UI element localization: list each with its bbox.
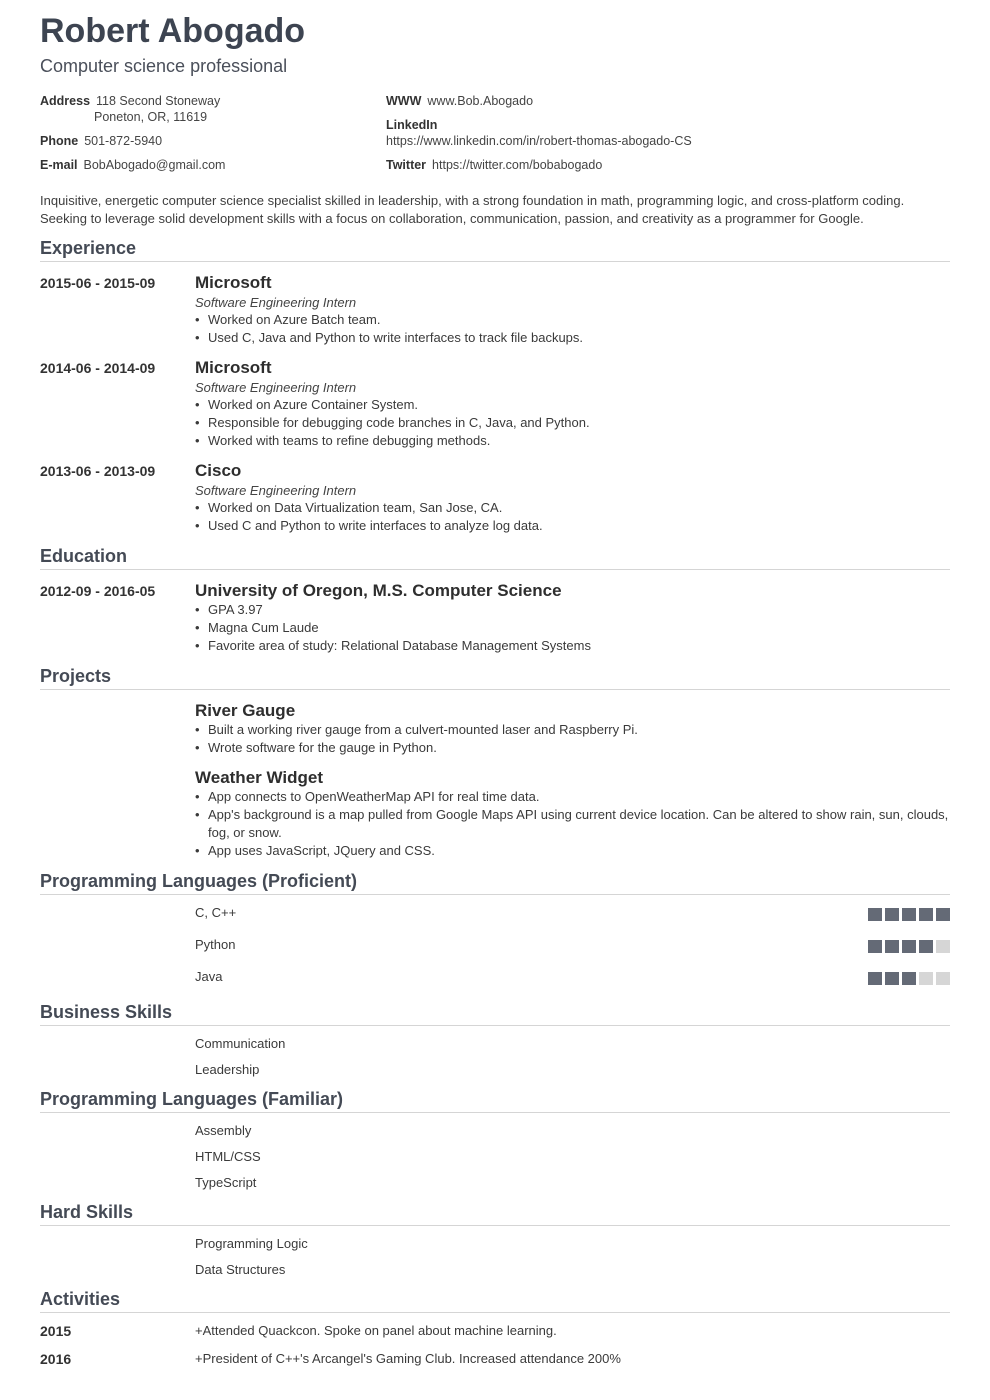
rating-square-filled bbox=[902, 940, 916, 953]
headline: Computer science professional bbox=[40, 56, 288, 76]
bullet-item: • Worked on Data Virtualization team, San Jose, CA. bbox=[195, 499, 950, 517]
skill-rating bbox=[868, 908, 950, 921]
skill-name: Programming Logic bbox=[195, 1236, 308, 1251]
section-proficient-languages: Programming Languages (Proficient) bbox=[40, 871, 950, 895]
project-bullets bbox=[195, 721, 950, 757]
candidate-name: Robert Abogado bbox=[40, 12, 306, 50]
linkedin-label: LinkedIn bbox=[386, 118, 438, 132]
bullet-item: • Worked on Azure Container System. bbox=[195, 396, 950, 414]
bullet-item: • Responsible for debugging code branches in C, Java, and Python. bbox=[195, 414, 950, 432]
phone-label: Phone bbox=[40, 134, 79, 148]
section-experience: Experience bbox=[40, 238, 950, 262]
skill-name: Assembly bbox=[195, 1123, 252, 1138]
bullet-item: • Worked on Azure Batch team. bbox=[195, 311, 950, 329]
contact-www bbox=[386, 93, 533, 109]
skill-name: TypeScript bbox=[195, 1175, 257, 1190]
rating-square-filled bbox=[868, 940, 882, 953]
skill-name: HTML/CSS bbox=[195, 1149, 261, 1164]
rating-square-empty bbox=[936, 972, 950, 985]
experience-dates: 2014-06 - 2014-09 bbox=[40, 360, 156, 376]
bullet-item: • Used C, Java and Python to write interfaces to track file backups. bbox=[195, 329, 950, 347]
section-projects: Projects bbox=[40, 666, 950, 690]
contact-twitter bbox=[386, 157, 602, 173]
experience-bullets bbox=[195, 499, 950, 535]
rating-square-filled bbox=[885, 940, 899, 953]
experience-role: Software Engineering Intern bbox=[195, 483, 357, 498]
rating-square-filled bbox=[902, 908, 916, 921]
skill-name: Java bbox=[195, 969, 223, 984]
skill-name: C, C++ bbox=[195, 905, 237, 920]
rating-square-filled bbox=[902, 972, 916, 985]
bullet-item: • App's background is a map pulled from Google Maps API using current device location. Can be altered to show rain, sun, clouds, fog, or snow. bbox=[195, 806, 950, 842]
skill-rating bbox=[868, 940, 950, 953]
rating-square-empty bbox=[919, 972, 933, 985]
summary: Inquisitive, energetic computer science specialist skilled in leadership, with a strong foundation in math, programming logic, and cross-platform coding. Seeking to leverage solid development skills with a focus on collaboration, communication, passion, and creativity as a programmer for Google. bbox=[40, 193, 905, 226]
address-label: Address bbox=[40, 94, 91, 108]
contact-linkedin bbox=[386, 117, 692, 149]
rating-square-filled bbox=[868, 908, 882, 921]
section-activities: Activities bbox=[40, 1289, 950, 1313]
section-business-skills: Business Skills bbox=[40, 1002, 950, 1026]
twitter-link[interactable]: https://twitter.com/bobabogado bbox=[432, 158, 603, 172]
www-label: WWW bbox=[386, 94, 422, 108]
activity-text: +President of C++'s Arcangel's Gaming Club. Increased attendance 200% bbox=[195, 1351, 621, 1366]
rating-square-filled bbox=[919, 908, 933, 921]
address-line2: Poneton, OR, 11619 bbox=[94, 110, 208, 124]
experience-role: Software Engineering Intern bbox=[195, 295, 357, 310]
skill-name: Data Structures bbox=[195, 1262, 286, 1277]
section-familiar-languages: Programming Languages (Familiar) bbox=[40, 1089, 950, 1113]
education-bullets bbox=[195, 601, 950, 655]
skill-name: Leadership bbox=[195, 1062, 260, 1077]
rating-square-filled bbox=[885, 972, 899, 985]
contact-address bbox=[40, 93, 220, 125]
rating-square-filled bbox=[919, 940, 933, 953]
bullet-item: • Worked with teams to refine debugging methods. bbox=[195, 432, 950, 450]
bullet-item: • App uses JavaScript, JQuery and CSS. bbox=[195, 842, 950, 860]
rating-square-filled bbox=[868, 972, 882, 985]
activity-text: +Attended Quackcon. Spoke on panel about machine learning. bbox=[195, 1323, 557, 1338]
education-dates: 2012-09 - 2016-05 bbox=[40, 583, 156, 599]
experience-dates: 2015-06 - 2015-09 bbox=[40, 275, 156, 291]
bullet-item: • Favorite area of study: Relational Database Management Systems bbox=[195, 637, 950, 655]
rating-square-empty bbox=[936, 940, 950, 953]
twitter-label: Twitter bbox=[386, 158, 427, 172]
bullet-item: • GPA 3.97 bbox=[195, 601, 950, 619]
experience-bullets bbox=[195, 311, 950, 347]
experience-dates: 2013-06 - 2013-09 bbox=[40, 463, 156, 479]
contact-email bbox=[40, 157, 225, 173]
project-name: Weather Widget bbox=[195, 768, 323, 787]
experience-bullets bbox=[195, 396, 950, 450]
address-line1: 118 Second Stoneway bbox=[96, 94, 221, 108]
bullet-item: • Built a working river gauge from a culvert-mounted laser and Raspberry Pi. bbox=[195, 721, 950, 739]
experience-role: Software Engineering Intern bbox=[195, 380, 357, 395]
activity-year: 2016 bbox=[40, 1351, 72, 1367]
www-link[interactable]: www.Bob.Abogado bbox=[427, 94, 534, 108]
activity-year: 2015 bbox=[40, 1323, 72, 1339]
phone-value: 501-872-5940 bbox=[84, 134, 163, 148]
section-hard-skills: Hard Skills bbox=[40, 1202, 950, 1226]
linkedin-link[interactable]: https://www.linkedin.com/in/robert-thomas-abogado-CS bbox=[386, 134, 692, 148]
skill-name: Python bbox=[195, 937, 236, 952]
education-school: University of Oregon, M.S. Computer Science bbox=[195, 581, 562, 600]
bullet-item: • Wrote software for the gauge in Python. bbox=[195, 739, 950, 757]
section-education: Education bbox=[40, 546, 950, 570]
bullet-item: • App connects to OpenWeatherMap API for real time data. bbox=[195, 788, 950, 806]
experience-company: Cisco bbox=[195, 461, 242, 480]
project-bullets bbox=[195, 788, 950, 860]
bullet-item: • Used C and Python to write interfaces to analyze log data. bbox=[195, 517, 950, 535]
project-name: River Gauge bbox=[195, 701, 296, 720]
rating-square-filled bbox=[885, 908, 899, 921]
email-value[interactable]: BobAbogado@gmail.com bbox=[83, 158, 226, 172]
contact-phone bbox=[40, 133, 162, 149]
skill-rating bbox=[868, 972, 950, 985]
rating-square-filled bbox=[936, 908, 950, 921]
bullet-item: • Magna Cum Laude bbox=[195, 619, 950, 637]
email-label: E-mail bbox=[40, 158, 78, 172]
experience-company: Microsoft bbox=[195, 358, 272, 377]
experience-company: Microsoft bbox=[195, 273, 272, 292]
skill-name: Communication bbox=[195, 1036, 286, 1051]
